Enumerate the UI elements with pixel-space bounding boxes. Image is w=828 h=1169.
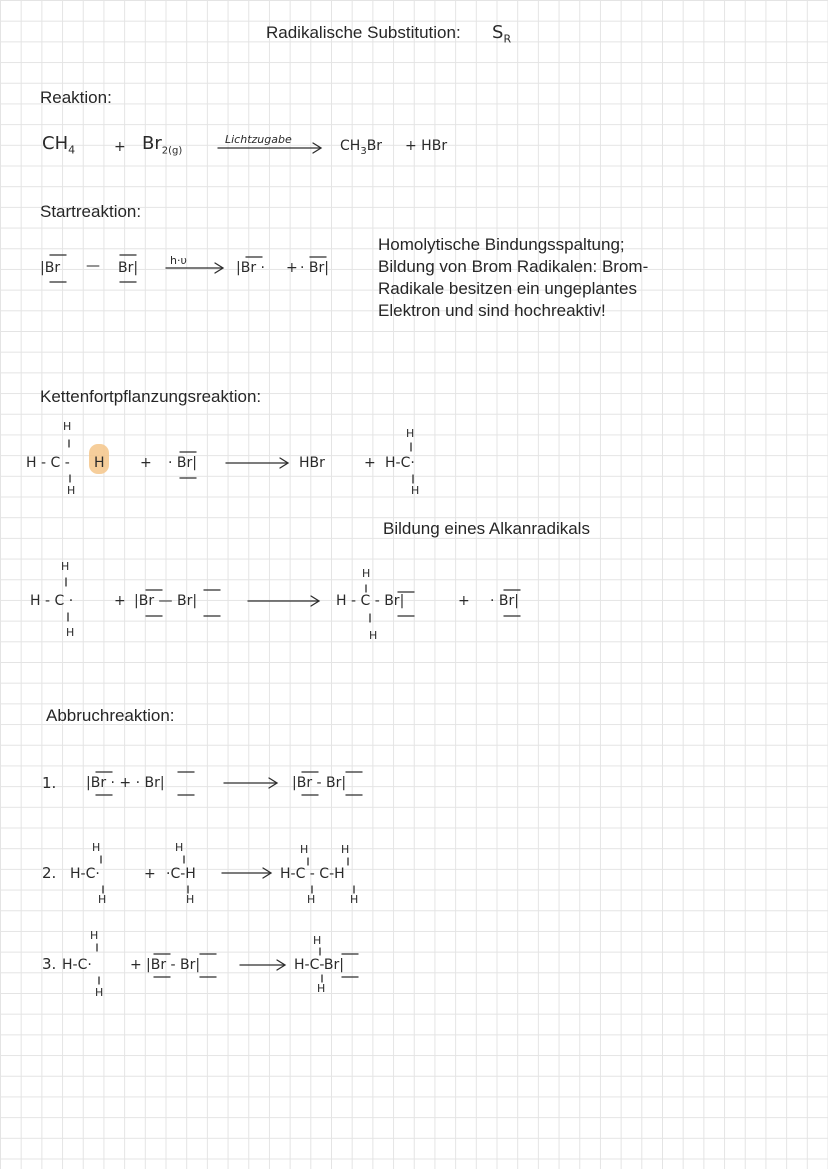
abbruch-r2-h1-bottom: H <box>98 893 107 906</box>
abbruch-r3-num: 3. <box>42 955 57 973</box>
step1-marked-h: H <box>94 455 105 471</box>
step2-arrow <box>248 596 319 606</box>
abbruch-r3-marks <box>97 944 358 984</box>
abbruch-r3-plus: + <box>130 957 142 973</box>
reaktion-hbr: + HBr <box>405 138 448 154</box>
step2-product-top-h: H <box>362 567 371 580</box>
title-symbol-sub: R <box>503 32 512 46</box>
start-br-right: Br| <box>118 260 139 276</box>
title-text: Radikalische Substitution: <box>266 23 461 42</box>
abbruch-r2-h2-top: H <box>175 841 184 854</box>
abbruch-r2-plus: + <box>144 866 156 882</box>
abbruch-r2-h4-bottom: H <box>350 893 359 906</box>
step2-br-radical: · Br| <box>490 593 519 609</box>
abbruch-r2-num: 2. <box>42 864 57 882</box>
step2-bonds <box>66 578 520 622</box>
step2-product-bottom-h: H <box>369 629 378 642</box>
step1-plus: + <box>140 455 152 471</box>
abbruch-r1-marks <box>96 772 362 795</box>
abbruch-r2-rhs: H-C - C-H <box>280 866 345 882</box>
start-plus: + <box>286 260 298 276</box>
step2-bromomethane: H - C - Br| <box>336 593 405 609</box>
abbruch-r3-rhs: H-C-Br| <box>294 957 344 973</box>
heading-abbruchreaktion: Abbruchreaktion: <box>46 706 175 725</box>
abbruch-r2-h1-top: H <box>92 841 101 854</box>
step1-methyl-radical: H-C· <box>385 455 415 471</box>
reaktion-br: Br <box>142 133 162 154</box>
heading-reaktion: Reaktion: <box>40 88 112 107</box>
abbruch-r2-h3-bottom: H <box>307 893 316 906</box>
ketten-note: Bildung eines Alkanradikals <box>383 519 590 538</box>
reaktion-plus: + <box>114 139 126 155</box>
title-symbol-s: S <box>492 22 504 43</box>
reaktion-ch: CH <box>42 133 69 154</box>
heading-startreaktion: Startreaktion: <box>40 202 142 221</box>
step2-top-h: H <box>61 560 70 573</box>
start-bond: — <box>86 258 100 274</box>
reaktion-ch3-br: Br <box>366 138 383 154</box>
step2-plus: + <box>114 593 126 609</box>
abbruch-r2-h2-bottom: H <box>186 893 195 906</box>
step1-top-h: H <box>63 420 72 433</box>
abbruch-r3-h1-top: H <box>90 929 99 942</box>
abbruch-r2-lhs-b: ·C-H <box>166 866 196 882</box>
abbruch-r3-h2-top: H <box>313 934 322 947</box>
abbruch-r1-lhs: |Br · + · Br| <box>86 775 165 791</box>
abbruch-r2-marks <box>101 856 354 893</box>
step1-br-radical: · Br| <box>168 455 197 471</box>
step1-arrow <box>226 458 288 468</box>
abbruch-r2-lhs-a: H-C· <box>70 866 100 882</box>
start-product-left: |Br · <box>236 260 265 276</box>
step2-plus2: + <box>458 593 470 609</box>
abbruch-r3-lhs-b: |Br - Br| <box>146 957 201 973</box>
abbruch-r1-num: 1. <box>42 774 57 792</box>
abbruch-r1-rhs: |Br - Br| <box>292 775 347 791</box>
abbruch-r2-h3-top: H <box>300 843 309 856</box>
reaktion-br-sub: 2(g) <box>161 145 183 157</box>
abbruch-r3-h1-bottom: H <box>95 986 104 999</box>
reaktion-arrow-label: Lichtzugabe <box>225 133 292 146</box>
start-product-right: · Br| <box>300 260 329 276</box>
start-note: Homolytische Bindungsspaltung; Bildung von Brom Radikalen: Brom- Radikale besitzen ein ungeplantes Elektron und sind hochreaktiv! <box>378 235 649 320</box>
heading-kettenfortpflanzung: Kettenfortpflanzungsreaktion: <box>40 387 262 406</box>
step1-methane: H - C - <box>26 455 70 471</box>
start-arrow-label: h·υ <box>170 254 187 267</box>
step1-hbr: HBr <box>299 455 325 471</box>
reaktion-ch3-sub: 3 <box>360 145 367 157</box>
step1-plus2: + <box>364 455 376 471</box>
start-arrow <box>166 263 223 273</box>
abbruch-r2-h4-top: H <box>341 843 350 856</box>
abbruch-r3-h2-bottom: H <box>317 982 326 995</box>
reaktion-arrow <box>218 143 321 153</box>
step2-bromine: |Br — Br| <box>134 593 198 609</box>
start-br-left: |Br <box>40 260 61 276</box>
step1-bonds <box>69 440 413 483</box>
reaktion-ch3: CH <box>340 138 361 154</box>
step2-methyl-radical: H - C · <box>30 593 74 609</box>
step1-bottom-h: H <box>67 484 76 497</box>
step1-product-bottom-h: H <box>411 484 420 497</box>
step1-product-top-h: H <box>406 427 415 440</box>
reaktion-ch-sub: 4 <box>68 143 76 157</box>
step2-bottom-h: H <box>66 626 75 639</box>
abbruch-r3-lhs-a: H-C· <box>62 957 92 973</box>
